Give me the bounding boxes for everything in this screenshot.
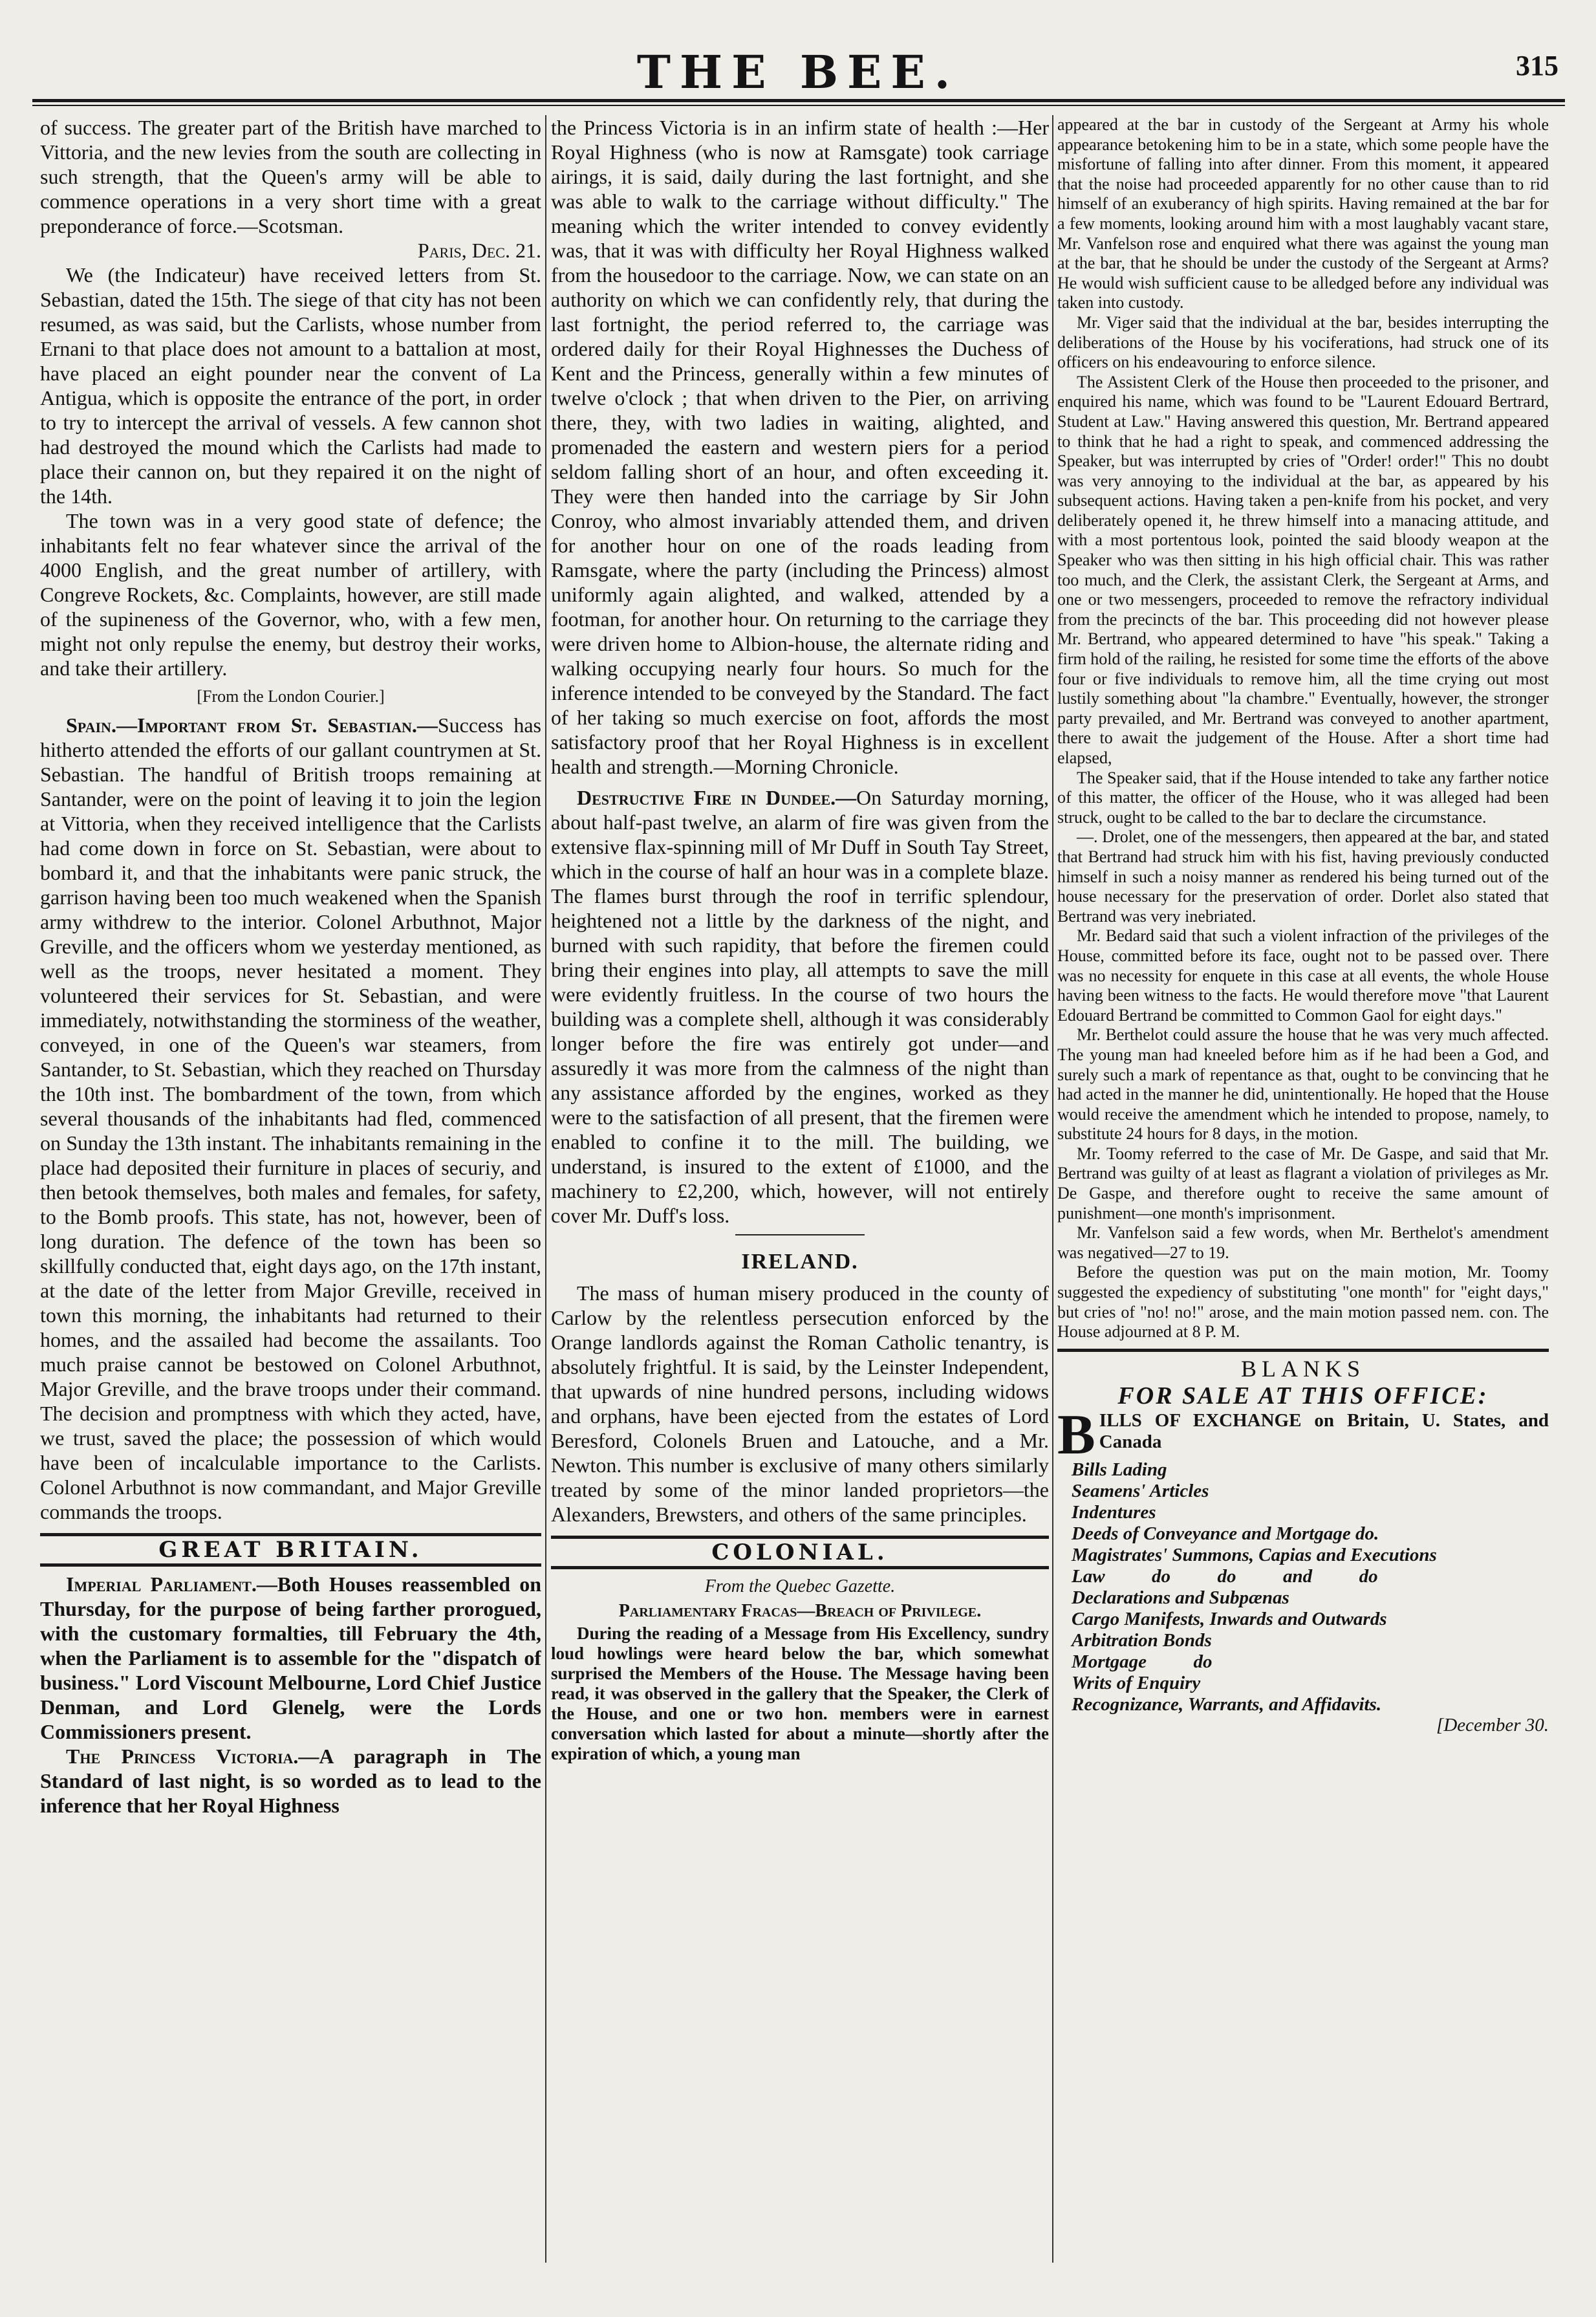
article-paragraph: The Assistent Clerk of the House then proceeded to the prisoner, and enquired his name, which was found to be "Laurent Edouard Bertrard, Student at Law." Having answered this question, Mr. Bertrand appeared to think that he had a right to speak, and commenced addressing the Speaker, but was interrupted by cries of "Order! order!" This no doubt was very annoying to the individual at the bar, as appeared by his subsequent actions. Having taken a pen-knife from his pocket, and very deliberately opened it, he threw himself into a manacing attitude, and with a most portentous look, pointed the said bloody weapon at the Speaker who was then sitting in his high official chair. This was rather too much, and the Clerk, the assistant Clerk, the Sergeant at Arms, and one or two messengers, proceeded to remove the refractory individual from the precincts of the bar. This proceeding did not however please Mr. Bertrand, who appeared determined to have "his speak." Taking a firm hold of the railing, he resisted for some time the efforts of the above four or five individuals to remove him, all the time crying out most lustily something about "la chambre." Eventually, however, the stronger party prevailed, and Mr. Bertrand was conveyed to another apartment, there to await the judgement of the House. After a short time had elapsed, <box>1057 372 1549 767</box>
column-2 <box>551 115 1049 2269</box>
divider <box>1057 1349 1549 1352</box>
section-heading-ireland: IRELAND. <box>741 1250 859 1274</box>
dateline: Paris, Dec. 21. <box>417 239 541 262</box>
article-headline: The Princess Victoria.— <box>66 1745 319 1768</box>
column-1 <box>40 115 541 2269</box>
article-headline: Imperial Parliament.— <box>66 1572 277 1596</box>
article-text: A paragraph in The Standard of last night, is so worded as to lead to the inference that her Royal Highness <box>40 1745 541 1817</box>
article-paragraph <box>40 1744 541 1818</box>
advert-item: Deeds of Conveyance and Mortgage do. <box>1072 1523 1379 1544</box>
page-number: 315 <box>1516 50 1558 82</box>
advert-subtitle: FOR SALE AT THIS OFFICE: <box>1117 1382 1489 1409</box>
article-paragraph: —. Drolet, one of the messengers, then appeared at the bar, and stated that Bertrand had struck him with his fist, having previously conducted himself in such a noisy manner as rendered his being turned out of the house necessary for the preservation of order. Dorlet also stated that Bertrand was very inebriated. <box>1057 827 1549 926</box>
advert-item: ILLS OF EXCHANGE on Britain, U. States, and Canada <box>1099 1409 1549 1452</box>
article-text: Success has hitherto attended the efforts of our gallant countrymen at St. Sebastian. The handful of British troops remaining at Santander, were on the point of leaving it to join the legion at Vittoria, when they received intelligence that the Carlists had come down in force on St. Sebastian, were about to bombard it, and that the inhabitants were panic struck, the garrison having been too much weakened when the Spanish army withdrew to the interior. Colonel Arbuthnot, Major Greville, and the officers whom we yesterday mentioned, as well as the troops, never hesitated a moment. They volunteered their services for St. Sebastian, and were immediately, notwithstanding the storminess of the weather, conveyed, in one of the Queen's war steamers, from Santander, to St. Sebastian, which they reached on Thursday the 10th inst. The bombardment of the town, from which several thousands of the inhabitants had fled, commenced on Sunday the 13th instant. The inhabitants remaining in the place had deposited their furniture in places of securiy, and then betook themselves, both males and females, for safety, to the Bomb proofs. This state, has not, however, been of long duration. The defence of the town has been so skillfully conducted that, eight days ago, on the 17th instant, at the date of the letter from Major Greville, received in town this morning, the inhabitants had returned to their homes, and the assailed had become the assailants. Too much praise cannot be bestowed on Colonel Arbuthnot, Major Greville, and the brave troops under their command. The decision and promptness with which they acted, have, we trust, saved the place; the possession of which would have been of incalculable importance to the Carlists. Colonel Arbuthnot is now commandant, and Major Greville commands the troops. <box>40 713 541 1523</box>
masthead <box>0 45 1596 97</box>
article-paragraph: The Speaker said, that if the House intended to take any farther notice of this matter, the officer of the House, who it was alleged had been struck, ought to be called to the bar to declare the circumstance. <box>1057 768 1549 827</box>
article-paragraph: We (the Indicateur) have received letters from St. Sebastian, dated the 15th. The siege of that city has not been resumed, as was said, but the Carlists, whose number from Ernani to that place does not amount to a battalion at most, have placed an eight pounder near the convent of La Antigua, which is opposite the entrance of the port, in order to try to intercept the arrival of vessels. A few cannon shot had destroyed the mound which the Carlists had made to place their cannon on, but they repaired it on the night of the 14th. <box>40 263 541 508</box>
article-paragraph: Mr. Toomy referred to the case of Mr. De Gaspe, and said that Mr. Bertrand was guilty of at least as flagrant a violation of privileges as Mr. De Gaspe, and therefore ought to receive the same amount of punishment—one month's imprisonment. <box>1057 1144 1549 1223</box>
advert-item: Declarations and Subpænas <box>1072 1587 1289 1608</box>
advert-first-line <box>1057 1410 1549 1459</box>
source-note: [From the London Courier.] <box>197 687 385 706</box>
advert-item: Seamens' Articles <box>1072 1480 1209 1501</box>
article-headline: Destructive Fire in Dundee.— <box>577 786 857 809</box>
section-heading-text: COLONIAL. <box>711 1539 889 1565</box>
article-paragraph: During the reading of a Message from His Excellency, sundry loud howlings were heard below the bar, which somewhat surprised the Members of the House. The Message having been read, it was observed in the gallery that the Speaker, the Clerk of the House, and one or two hon. members were in earnest conversation which lasted for about a minute—shortly after the expiration of which, a young man <box>551 1624 1049 1763</box>
header-rule <box>32 99 1565 106</box>
article-text: On Saturday morning, about half-past twelve, an alarm of fire was given from the extensive flax-spinning mill of Mr Duff in South Tay Street, which in the course of half an hour was in a complete blaze. The flames burst through the roof in terrific splendour, heightened not a little by the darkness of the night, and burned with such rapidity, that before the firemen could bring their engines into play, all attempts to save the mill were evidently fruitless. In the course of two hours the building was a complete shell, although it was considerably longer before the fire was entirely got under—and assuredly it was more from the calmness of the night than any assistance afforded by the engines, worked as they were to the satisfaction of all present, that the firemen were enabled to confine it to the mill. The building, we understand, is insured to the extent of £1000, and the machinery to £2,200, which, however, will not entirely cover Mr. Duff's loss. <box>551 786 1049 1227</box>
article-paragraph: Mr. Berthelot could assure the house that he was very much affected. The young man had kneeled before him as if he had been a God, and surely such a mark of repentance as that, ought to be convincing that he had acted in the manner he did, unintentionally. He hoped that the House would receive the amendment which he intended to propose, namely, to substitute 24 hours for 8 days, in the motion. <box>1057 1025 1549 1144</box>
advert-item: Magistrates' Summons, Capias and Executions <box>1072 1544 1437 1565</box>
advert-title: BLANKS <box>1240 1355 1366 1382</box>
article-headline: Parliamentary Fracas—Breach of Privilege. <box>618 1601 982 1621</box>
article-paragraph <box>551 785 1049 1228</box>
advert-item: Law do do and do <box>1072 1565 1378 1587</box>
article-paragraph: appeared at the bar in custody of the Sergeant at Army his whole appearance betokening him to be in a state, which some people have the misfortune of falling into after dinner. From this moment, it appeared that the noise had proceeded apparently for no other cause than to rid himself of an exuberancy of high spirits. Having remained at the bar for a few moments, looking around him with a most laughably vacant stare, Mr. Vanfelson rose and enquired what there was against the young man at the bar, that he should be under the custody of the Sergeant at Arms? He would wish sufficient cause to be alledged before any individual was taken into custody. <box>1057 115 1549 312</box>
spacer <box>551 779 1049 785</box>
article-paragraph <box>40 713 541 1524</box>
article-paragraph: The mass of human misery produced in the county of Carlow by the relentless persecution enforced by the Orange landlords against the Roman Catholic tenantry, is absolutely frightful. It is said, by the Leinster Independent, that upwards of nine hundred persons, including widows and orphans, have been ejected from the estates of Lord Beresford, Colonels Bruen and Latouche, and a Mr. Newton. This number is exclusive of many others similarly treated by some of the minor landed proprietors—the Alexanders, Brewsters, and others of the same principles. <box>551 1281 1049 1526</box>
drop-cap: B <box>1057 1409 1095 1459</box>
article-paragraph: Mr. Viger said that the individual at the bar, besides interrupting the deliberations of the House by his vociferations, had struck one of its officers on his endeavouring to enforce silence. <box>1057 312 1549 372</box>
article-text: Both Houses reassembled on Thursday, for the purpose of being farther prorogued, with the customary formalties, till February the 4th, when the Parliament is to assemble for the "dispatch of business." Lord Viscount Melbourne, Lord Chief Justice Denman, and Lord Glenelg, were the Lords Commissioners present. <box>40 1572 541 1743</box>
article-paragraph: of success. The greater part of the British have marched to Vittoria, and the new levies from the south are collecting in such strength, that the Queen's army will be able to commence operations in a very short time with a great preponderance of force.—Scotsman. <box>40 116 541 237</box>
section-heading-text: GREAT BRITAIN. <box>158 1537 423 1563</box>
section-heading-great-britain <box>40 1533 541 1567</box>
column-3 <box>1057 115 1549 2263</box>
article-paragraph: the Princess Victoria is in an infirm state of health :—Her Royal Highness (who is now at Ramsgate) took carriage airings, it is said, daily during the last fortnight, and she was able to walk to the carriage without difficulty." The meaning which the writer intended to convey evidently was, that it was with difficulty her Royal Highness walked from the housedoor to the carriage. Now, we can state on an authority on which we can confidently rely, that during the last fortnight, the period referred to, the carriage was ordered daily for their Royal Highnesses the Duchess of Kent and the Princess, generally within a few minutes of twelve o'clock ; that when driven to the Pier, on arriving there, they, with two ladies in waiting, alighted, and promenaded the eastern and western piers for a period seldom falling short of an hour, and often exceeding it. They were then handed into the carriage by Sir John Conroy, who almost invariably attended them, and driven for another hour on one of the roads leading from Ramsgate, where the party (including the Princess) almost uniformly again alighted, and walked, attended by a footman, for another hour. On returning to the carriage they were driven home to Albion-house, the alternate riding and walking occupying nearly four hours. So much for the inference intended to be conveyed by the Standard. The fact of her taking so much exercise on foot, affords the most satisfactory proof that her Royal Highness is in excellent health and strength.—Morning Chronicle. <box>551 116 1049 778</box>
article-paragraph: Mr. Vanfelson said a few words, when Mr. Berthelot's amendment was negatived—27 to 19. <box>1057 1223 1549 1262</box>
column-divider <box>545 115 546 2263</box>
advert-date: [December 30. <box>1436 1714 1549 1735</box>
source-note: From the Quebec Gazette. <box>704 1576 896 1596</box>
advert-item: Arbitration Bonds <box>1072 1629 1212 1651</box>
newspaper-title: THE BEE. <box>636 45 960 99</box>
advert-list <box>1057 1459 1549 1715</box>
divider <box>735 1234 865 1235</box>
article-paragraph: The town was in a very good state of defence; the inhabitants felt no fear whatever since the arrival of the 4000 English, and the great number of artillery, with Congreve Rockets, &c. Complaints, however, are still made of the supineness of the Governor, who, with a few men, might not only repulse the enemy, but destroy their works, and take their artillery. <box>40 509 541 680</box>
advert-item: Recognizance, Warrants, and Affidavits. <box>1072 1693 1382 1715</box>
advert-item: Cargo Manifests, Inwards and Outwards <box>1072 1608 1387 1629</box>
article-paragraph: Before the question was put on the main motion, Mr. Toomy suggested the expediency of substituting "one month" for "eight days," but cries of "no! no!" arose, and the main motion passed nem. con. The House adjourned at 8 P. M. <box>1057 1263 1549 1342</box>
advert-item: Writs of Enquiry <box>1072 1672 1201 1693</box>
article-headline: Spain.—Important from St. Sebastian.— <box>66 713 438 737</box>
advert-item: Mortgage do <box>1072 1651 1213 1672</box>
column-divider <box>1052 115 1053 2263</box>
advert-item: Bills Lading <box>1072 1459 1167 1480</box>
advert-item: Indentures <box>1072 1501 1156 1523</box>
section-heading-colonial <box>551 1536 1049 1569</box>
article-paragraph <box>40 1572 541 1744</box>
article-paragraph: Mr. Bedard said that such a violent infraction of the privileges of the House, committed before its face, ought not to be passed over. There was no necessity for enquete in this case at all events, the whole House having been witness to the facts. He would therefore move "that Laurent Edouard Bertrand be committed to Common Gaol for eight days." <box>1057 926 1549 1025</box>
